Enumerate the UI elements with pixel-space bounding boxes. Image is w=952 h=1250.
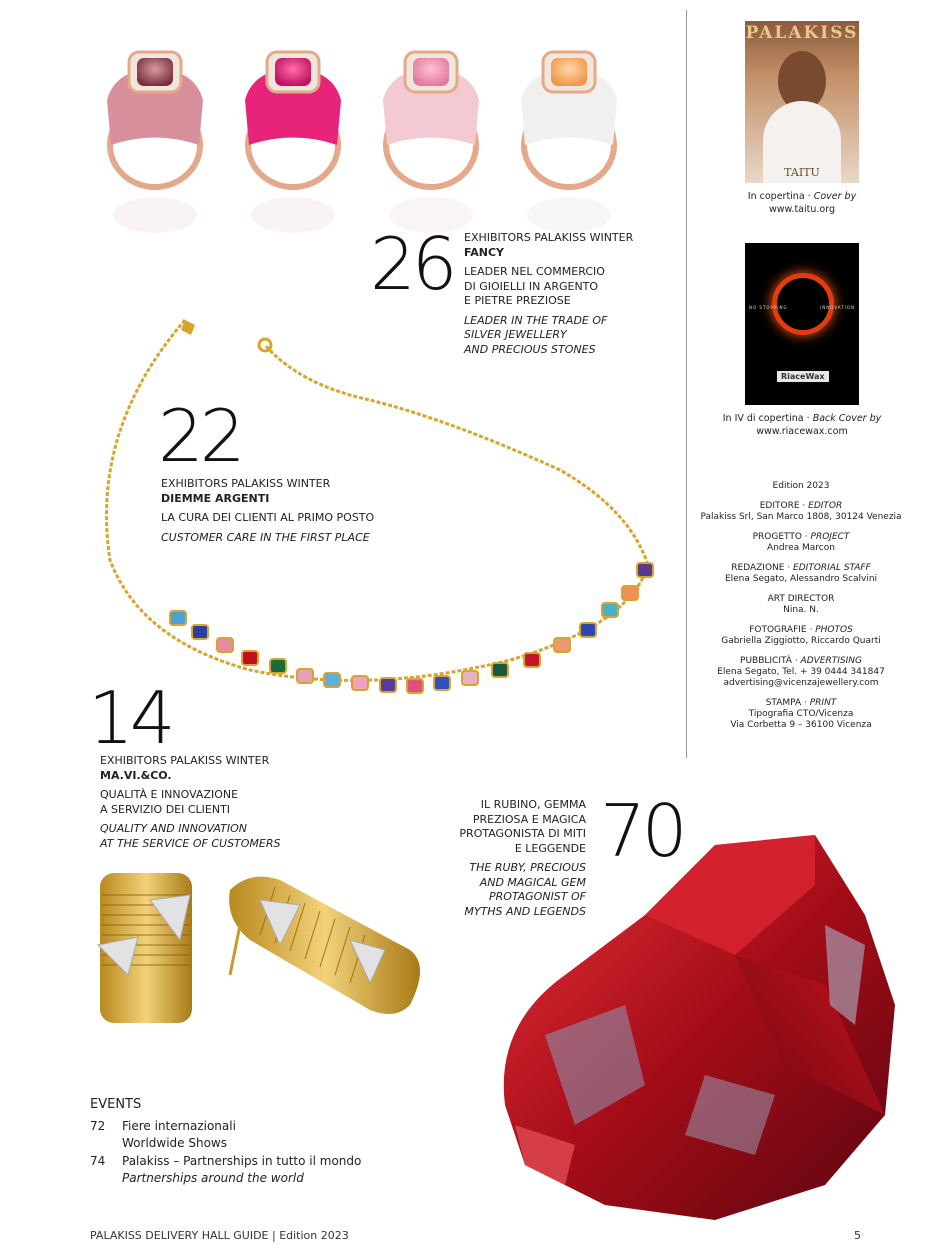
event-item xyxy=(90,1118,390,1152)
credit-item xyxy=(690,625,912,647)
feature-en-line: CUSTOMER CARE IN THE FIRST PLACE xyxy=(161,530,370,544)
feature-en-line: THE RUBY, PRECIOUS xyxy=(469,861,586,874)
feature-number: 14 xyxy=(88,676,172,760)
credit-item xyxy=(690,594,912,616)
necklace-gem xyxy=(492,663,508,677)
necklace-gem xyxy=(602,603,618,617)
back-cover-caption: In IV di copertina · Back Cover by www.riacewax.com xyxy=(700,412,904,438)
necklace-gem xyxy=(380,678,396,692)
back-cover-caption-en: Back Cover by xyxy=(812,413,882,424)
necklace-gem xyxy=(192,625,208,639)
necklace-gem xyxy=(622,586,638,600)
column-divider xyxy=(686,10,687,758)
events-title: EVENTS xyxy=(90,1097,142,1112)
feature-number: 22 xyxy=(158,394,242,478)
necklace-gem xyxy=(407,679,423,693)
necklace-gem xyxy=(324,673,340,687)
cover-brand: TAITU xyxy=(784,166,820,179)
cover-url: www.taitu.org xyxy=(769,204,835,215)
credit-role-en: ADVERTISING xyxy=(800,656,862,666)
credit-value: advertising@vicenzajewellery.com xyxy=(723,678,879,688)
credit-role: PUBBLICITÀ · ADVERTISING xyxy=(740,656,862,666)
earring-right xyxy=(229,877,420,1014)
credit-value: Gabriella Ziggiotto, Riccardo Quarti xyxy=(721,636,881,646)
credit-role-en: PHOTOS xyxy=(815,625,853,635)
feature-kicker: EXHIBITORS PALAKISS WINTER xyxy=(464,231,634,244)
earring-left xyxy=(98,873,192,1023)
necklace-gem xyxy=(580,623,596,637)
ring-white-enamel xyxy=(521,52,617,233)
feature-it-line: LA CURA DEI CLIENTI AL PRIMO POSTO xyxy=(161,511,375,524)
event-title-en: Partnerships around the world xyxy=(122,1171,304,1185)
necklace-gem xyxy=(217,638,233,652)
events-section xyxy=(90,1097,390,1188)
credit-role-it: REDAZIONE xyxy=(731,563,785,573)
ring-pink-enamel xyxy=(107,52,203,233)
ruby-photo xyxy=(485,825,905,1225)
credit-role-it: PUBBLICITÀ xyxy=(740,656,792,666)
feature-exhibitor-name: DIEMME ARGENTI xyxy=(161,491,270,505)
back-cover-logo: RiaceWax xyxy=(777,371,829,382)
page-number: 5 xyxy=(854,1229,861,1242)
feature-en-line: AND PRECIOUS STONES xyxy=(464,342,596,356)
necklace-gem xyxy=(434,676,450,690)
feature-it-line: IL RUBINO, GEMMA xyxy=(480,798,586,811)
cover-caption-en: Cover by xyxy=(813,191,857,202)
back-cover-text-left: NO STOPPING xyxy=(749,305,788,310)
earrings-photo xyxy=(90,865,420,1035)
feature-text-block xyxy=(161,477,461,545)
credit-role: PROGETTO · PROJECT xyxy=(752,532,850,542)
feature-en-line: SILVER JEWELLERY xyxy=(464,328,567,341)
feature-kicker: EXHIBITORS PALAKISS WINTER xyxy=(161,477,331,490)
feature-it-line: LEADER NEL COMMERCIO xyxy=(464,265,605,278)
event-item xyxy=(90,1153,390,1187)
credit-value: Elena Segato, Alessandro Scalvini xyxy=(724,574,878,584)
feature-it-line: PROTAGONISTA DI MITI xyxy=(459,827,586,840)
credit-value: Nina. N. xyxy=(783,605,819,615)
necklace-gem xyxy=(270,659,286,673)
cover-thumbnail xyxy=(745,21,859,183)
masthead-credits xyxy=(690,481,912,740)
credit-item xyxy=(690,563,912,585)
credit-role-en: EDITORIAL STAFF xyxy=(793,563,871,573)
feature-en-line: MYTHS AND LEGENDS xyxy=(464,904,586,918)
feature-exhibitor-name: MA.VI.&CO. xyxy=(100,768,172,782)
back-cover-thumbnail xyxy=(745,243,859,405)
credits-edition: Edition 2023 xyxy=(772,481,830,491)
credit-role-en: EDITOR xyxy=(808,501,843,511)
back-cover-ring xyxy=(772,273,834,335)
feature-en-line: AT THE SERVICE OF CUSTOMERS xyxy=(100,836,281,850)
event-title-en: Worldwide Shows xyxy=(122,1136,227,1150)
necklace-gem xyxy=(462,671,478,685)
events-list xyxy=(90,1118,390,1187)
necklace-gem xyxy=(297,669,313,683)
credit-item xyxy=(690,656,912,689)
back-cover-caption-it: In IV di copertina xyxy=(722,413,804,424)
credit-value: Via Corbetta 9 – 36100 Vicenza xyxy=(730,720,872,730)
ring-fuchsia-enamel xyxy=(245,52,341,233)
credit-role-it: STAMPA xyxy=(765,698,802,708)
necklace-gems xyxy=(170,563,653,693)
feature-en-line: PROTAGONIST OF xyxy=(488,890,586,903)
feature-en-line: AND MAGICAL GEM xyxy=(479,875,586,889)
credit-item xyxy=(690,501,912,523)
credit-value: Tipografia CTO/Vicenza xyxy=(748,709,854,719)
feature-it-line: A SERVIZIO DEI CLIENTI xyxy=(100,802,231,816)
credit-role-it: ART DIRECTOR xyxy=(767,594,835,604)
necklace-gem xyxy=(524,653,540,667)
feature-text-block xyxy=(100,754,360,851)
feature-it-line: E PIETRE PREZIOSE xyxy=(464,294,571,307)
necklace-gem xyxy=(637,563,653,577)
credit-role: FOTOGRAFIE · PHOTOS xyxy=(749,625,853,635)
necklace-gem xyxy=(352,676,368,690)
credit-role-it: FOTOGRAFIE xyxy=(749,625,807,635)
cover-caption-it: In copertina xyxy=(747,191,805,202)
credits-list xyxy=(690,501,912,731)
event-page: 74 xyxy=(90,1154,106,1168)
event-title-it: Fiere internazionali xyxy=(122,1119,236,1133)
event-page: 72 xyxy=(90,1119,106,1133)
credit-role-it: EDITORE xyxy=(759,501,800,511)
feature-it-line: E LEGGENDE xyxy=(514,841,586,855)
necklace-gem xyxy=(170,611,186,625)
feature-it-line: QUALITÀ E INNOVAZIONE xyxy=(100,788,239,801)
feature-exhibitor-name: FANCY xyxy=(464,245,505,259)
feature-number: 26 xyxy=(370,222,454,306)
necklace-gem xyxy=(242,651,258,665)
credit-value: Palakiss Srl, San Marco 1808, 30124 Venezia xyxy=(700,512,902,522)
credit-role: REDAZIONE · EDITORIAL STAFF xyxy=(731,563,871,573)
back-cover-url: www.riacewax.com xyxy=(756,426,848,437)
feature-it-line: PREZIOSA E MAGICA xyxy=(472,812,586,826)
feature-number: 70 xyxy=(600,789,684,873)
event-title-it: Palakiss – Partnerships in tutto il mondo xyxy=(122,1154,362,1168)
feature-en-line: QUALITY AND INNOVATION xyxy=(100,822,247,835)
feature-en-line: LEADER IN THE TRADE OF xyxy=(464,313,608,327)
credit-value: Andrea Marcon xyxy=(767,543,835,553)
feature-kicker: EXHIBITORS PALAKISS WINTER xyxy=(100,754,270,767)
credit-role xyxy=(690,594,912,605)
ring-light-pink-enamel xyxy=(383,52,479,233)
credit-role: STAMPA · PRINT xyxy=(765,698,837,708)
credit-item xyxy=(690,698,912,731)
credit-role-en: PROJECT xyxy=(810,532,850,542)
credit-value: Elena Segato, Tel. + 39 0444 341847 xyxy=(717,667,885,677)
credit-role-en: PRINT xyxy=(809,698,837,708)
credit-role-it: PROGETTO xyxy=(752,532,802,542)
necklace-gem xyxy=(554,638,570,652)
credit-item xyxy=(690,532,912,554)
credit-role: EDITORE · EDITOR xyxy=(759,501,843,511)
cover-masthead: PALAKISS xyxy=(745,23,859,43)
cover-caption: In copertina · Cover by www.taitu.org xyxy=(700,190,904,216)
rings-photo xyxy=(95,40,645,240)
back-cover-text-right: INNOVATION xyxy=(820,305,855,310)
footer-publication: PALAKISS DELIVERY HALL GUIDE | Edition 2023 xyxy=(90,1229,349,1242)
feature-it-line: DI GIOIELLI IN ARGENTO xyxy=(464,279,599,293)
